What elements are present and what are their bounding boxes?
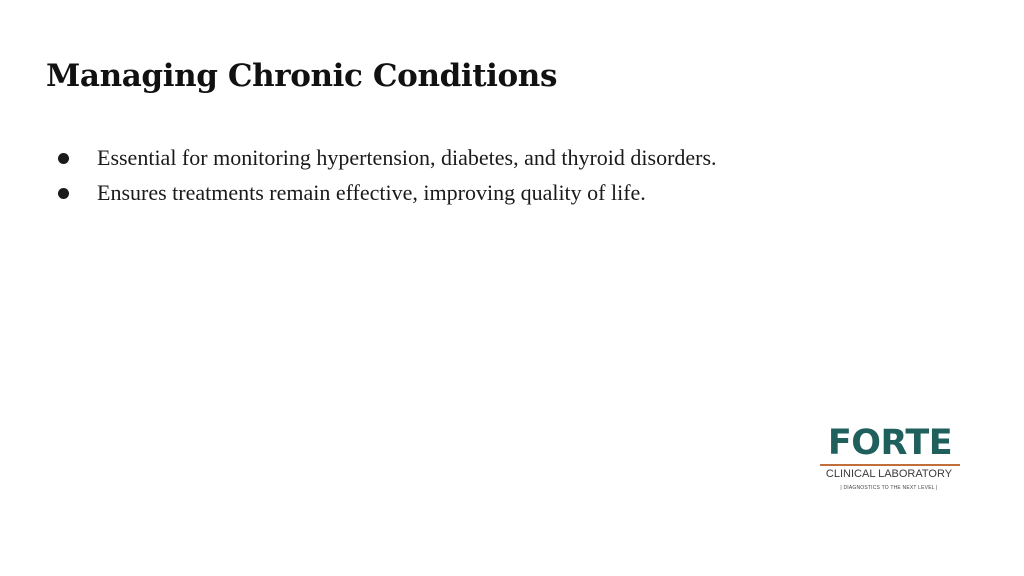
forte-logo [816, 424, 962, 494]
bullet-text: Ensures treatments remain effective, improving quality of life. [97, 180, 646, 205]
bullet-dot-icon [58, 188, 69, 199]
logo-tagline: | DIAGNOSTICS TO THE NEXT LEVEL | [840, 485, 938, 491]
slide-title: Managing Chronic Conditions [46, 58, 557, 94]
logo-wordmark: FORTE [827, 423, 953, 463]
bullet-dot-icon [58, 153, 69, 164]
logo-name: CLINICAL LABORATORY [825, 468, 953, 480]
logo-divider [820, 464, 960, 466]
bullet-text: Essential for monitoring hypertension, diabetes, and thyroid disorders. [97, 145, 717, 170]
